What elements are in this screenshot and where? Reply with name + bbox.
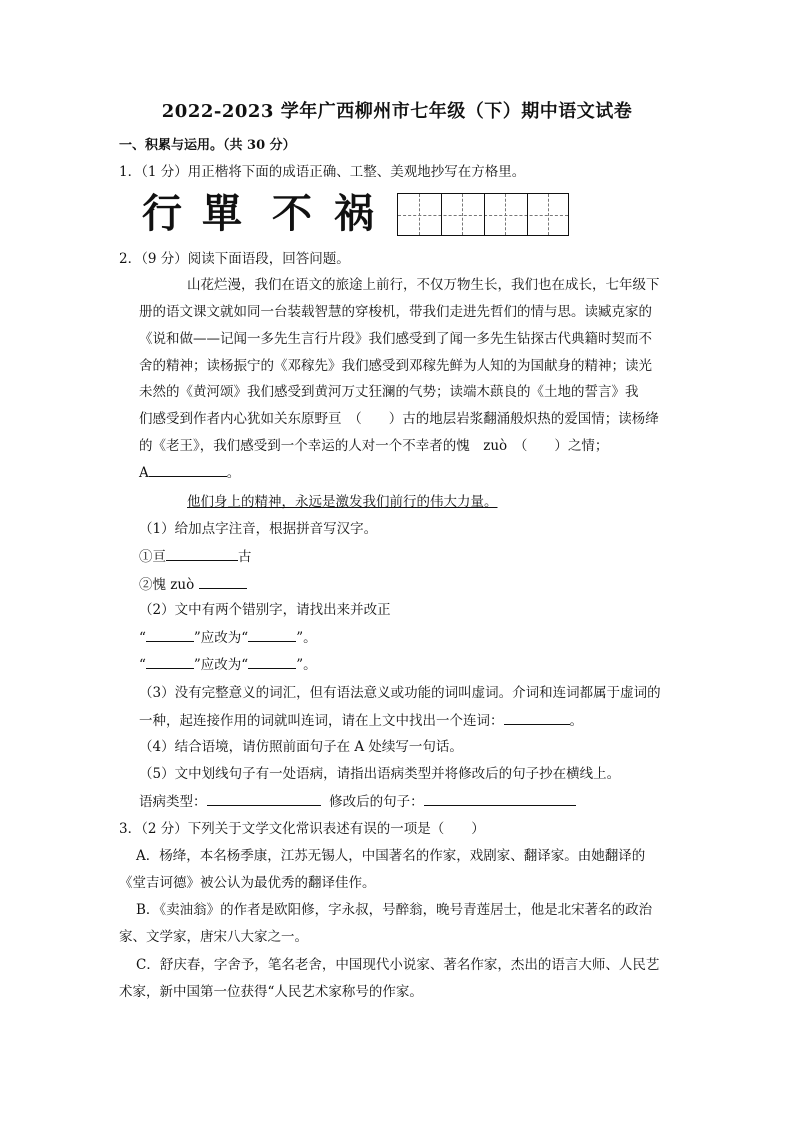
calligraphy-char: 行 bbox=[142, 190, 182, 237]
answer-blank-a[interactable] bbox=[149, 462, 227, 477]
sub2-label: （2）文中有两个错别字，请找出来并改正 bbox=[139, 602, 391, 618]
q3-option-a-cont: 《堂吉诃德》被公认为最优秀的翻译佳作。 bbox=[119, 875, 376, 891]
q2-stem: 2．（9 分）阅读下面语段，回答问题。 bbox=[119, 251, 350, 267]
passage-line-a bbox=[139, 462, 240, 483]
correct-char-blank[interactable] bbox=[248, 654, 296, 669]
sub1-label: （1）给加点字注音，根据拼音写汉字。 bbox=[139, 521, 378, 537]
q3-option-c-cont: 术家，新中国第一位获得“人民艺术家称号的作家。 bbox=[119, 984, 423, 1000]
calligraphy-char: 祸 bbox=[334, 190, 374, 237]
answer-blank-fixed-sentence[interactable] bbox=[424, 791, 576, 806]
section-heading: 一、积累与运用。（共 30 分） bbox=[119, 138, 296, 153]
passage-line: 们感受到作者内心犹如关东原野亘 （ ）古的地层岩浆翻涌般炽热的爱国情；读杨绛 bbox=[139, 411, 659, 427]
sub2-line-2 bbox=[139, 654, 317, 675]
passage-line: 舍的精神；读杨振宁的《邓稼先》我们感受到邓稼先鲜为人知的为国献身的精神；读光 bbox=[139, 358, 652, 374]
period: 。 bbox=[226, 465, 241, 481]
underlined-sentence: 他们身上的精神，永远是激发我们前行的伟大力量。 bbox=[187, 494, 498, 510]
sub5-type-label: 语病类型： bbox=[139, 794, 207, 810]
q3-option-c: C．舒庆春，字舍予，笔名老舍，中国现代小说家、著名作家，杰出的语言大师、人民艺 bbox=[136, 957, 660, 973]
sub1-item-b bbox=[139, 574, 247, 595]
q3-option-b: B．《卖油翁》的作者是欧阳修，字永叔，号醉翁，晚号青莲居士，他是北宋著名的政治 bbox=[136, 902, 653, 918]
sub5-answer-line bbox=[139, 791, 576, 812]
quote-open: “ bbox=[139, 630, 146, 646]
sub1-a-tail: 古 bbox=[238, 549, 252, 565]
answer-blank-hanzi[interactable] bbox=[199, 574, 247, 589]
sub3-line-2 bbox=[139, 710, 583, 731]
sub3-text: 一种，起连接作用的词就叫连词，请在上文中找出一个连词： bbox=[139, 713, 504, 729]
q3-option-a: A．杨绛，本名杨季康，江苏无锡人，中国著名的作家，戏剧家、翻译家。由她翻译的 bbox=[136, 848, 646, 864]
passage-line: 未然的《黄河颂》我们感受到黄河万丈狂澜的气势；读端木蕻良的《土地的誓言》我 bbox=[139, 384, 639, 400]
q3-option-b-cont: 家、文学家，唐宋八大家之一。 bbox=[119, 929, 308, 945]
sub1-item-a bbox=[139, 546, 252, 567]
q1-stem: 1．（1 分）用正楷将下面的成语正确、工整、美观地抄写在方格里。 bbox=[119, 164, 526, 180]
passage-line: 册的语文课文就如同一台装载智慧的穿梭机，带我们走进先哲们的情与思。读臧克家的 bbox=[139, 304, 652, 320]
quote-open: “ bbox=[139, 657, 146, 673]
quote-close: ”。 bbox=[296, 630, 317, 646]
wrong-char-blank[interactable] bbox=[146, 654, 194, 669]
passage-line: 《说和做——记闻一多先生言行片段》我们感受到了闻一多先生钻探古代典籍时契而不 bbox=[139, 331, 652, 347]
blank-label-a: A bbox=[139, 465, 149, 481]
calligraphy-char: 不 bbox=[272, 190, 312, 237]
page-title: 2022-2023 学年广西柳州市七年级（下）期中语文试卷 bbox=[161, 101, 633, 122]
sub2-line-1 bbox=[139, 627, 317, 648]
correct-char-blank[interactable] bbox=[248, 627, 296, 642]
sub4: （4）结合语境，请仿照前面句子在 A 处续写一句话。 bbox=[139, 739, 463, 755]
passage-line: 的《老王》，我们感受到一个幸运的人对一个不幸者的愧 zuò （ ）之情； bbox=[139, 438, 609, 454]
calligraphy-char: 單 bbox=[202, 190, 242, 237]
sub1-b-prefix: ②愧 zuò bbox=[139, 577, 195, 593]
answer-blank-error-type[interactable] bbox=[207, 791, 321, 806]
quote-close: ”。 bbox=[296, 657, 317, 673]
writing-grid[interactable] bbox=[397, 193, 569, 236]
quote-mid: ”应改为“ bbox=[193, 657, 249, 673]
passage-line: 山花烂漫，我们在语文的旅途上前行，不仅万物生长，我们也在成长，七年级下 bbox=[187, 277, 660, 293]
sub5-fixed-label: 修改后的句子： bbox=[329, 794, 424, 810]
answer-blank-pinyin[interactable] bbox=[166, 546, 238, 561]
period: 。 bbox=[569, 713, 583, 729]
sub1-a-prefix: ①亘 bbox=[139, 549, 166, 565]
quote-mid: ”应改为“ bbox=[193, 630, 249, 646]
sub3-line-1: （3）没有完整意义的词汇，但有语法意义或功能的词叫虚词。介词和连词都属于虚词的 bbox=[139, 685, 661, 701]
wrong-char-blank[interactable] bbox=[146, 627, 194, 642]
sub5: （5）文中划线句子有一处语病，请指出语病类型并将修改后的句子抄在横线上。 bbox=[139, 766, 621, 782]
answer-blank-conjunction[interactable] bbox=[504, 710, 570, 725]
q3-stem: 3．（2 分）下列关于文学文化常识表述有误的一项是（ ） bbox=[119, 821, 485, 837]
